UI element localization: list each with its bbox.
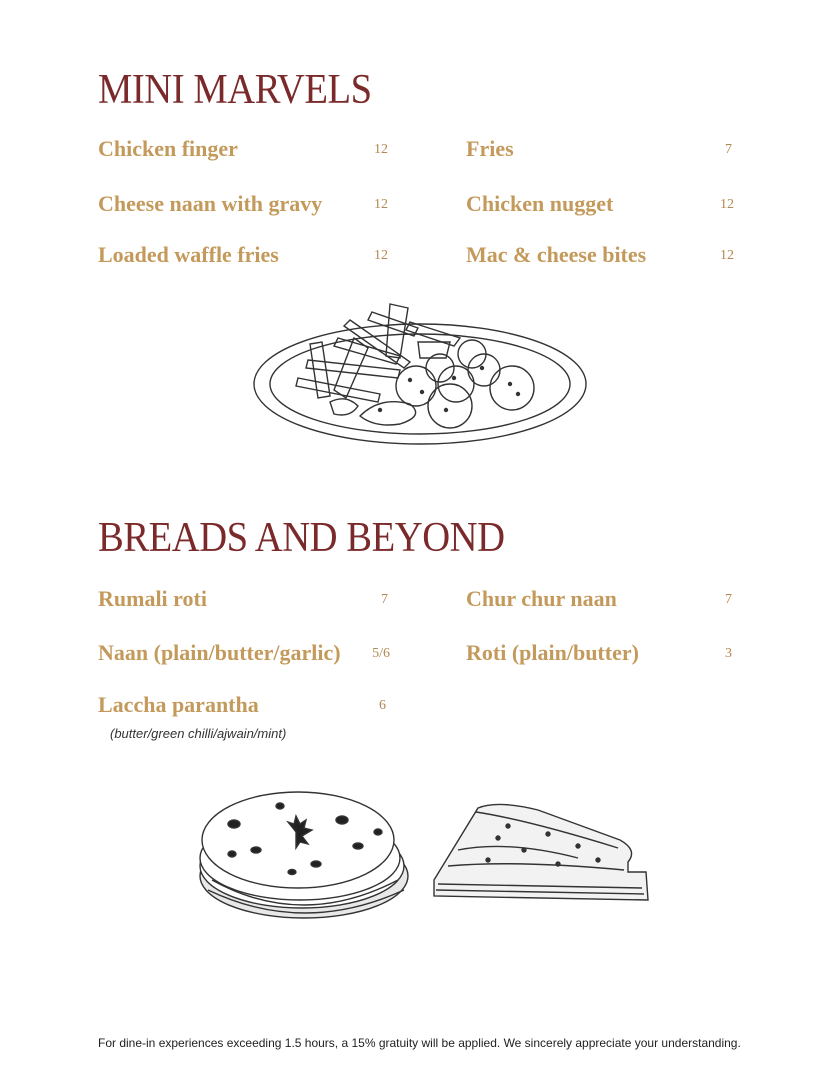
item-name: Rumali roti — [98, 586, 207, 611]
item-name: Fries — [466, 136, 514, 161]
item-name: Naan (plain/butter/garlic) — [98, 640, 341, 665]
menu-item-chicken-finger — [98, 136, 388, 166]
item-name: Chicken finger — [98, 136, 238, 161]
item-price: 12 — [374, 248, 388, 263]
menu-item-cheese-naan-with-gravy — [98, 191, 388, 221]
item-price: 6 — [379, 698, 386, 713]
item-price: 12 — [720, 248, 734, 263]
menu-item-chur-chur-naan — [466, 586, 732, 616]
menu-item-laccha-parantha — [98, 692, 386, 722]
menu-item-naan — [98, 640, 390, 670]
item-note-laccha-parantha: (butter/green chilli/ajwain/mint) — [110, 726, 287, 741]
item-name: Chur chur naan — [466, 586, 617, 611]
item-name: Roti (plain/butter) — [466, 640, 639, 665]
menu-item-fries — [466, 136, 732, 166]
item-price: 7 — [381, 592, 388, 607]
folded-paratha-illustration — [428, 800, 652, 906]
item-name: Chicken nugget — [466, 191, 614, 216]
menu-item-rumali-roti — [98, 586, 388, 616]
item-price: 7 — [725, 592, 732, 607]
menu-item-mac-cheese-bites — [466, 242, 734, 272]
item-name: Laccha parantha — [98, 692, 259, 717]
section-title-mini-marvels: MINI MARVELS — [98, 67, 372, 113]
item-price: 12 — [720, 197, 734, 212]
naan-stack-illustration — [192, 780, 414, 930]
item-price: 12 — [374, 197, 388, 212]
item-price: 5/6 — [372, 646, 390, 661]
menu-item-loaded-waffle-fries — [98, 242, 388, 272]
item-price: 3 — [725, 646, 732, 661]
section-title-breads-and-beyond: BREADS AND BEYOND — [98, 515, 505, 561]
item-name: Loaded waffle fries — [98, 242, 279, 267]
menu-item-chicken-nugget — [466, 191, 734, 221]
plate-fries-nuggets-illustration — [250, 298, 590, 453]
item-price: 12 — [374, 142, 388, 157]
menu-item-roti — [466, 640, 732, 670]
item-name: Cheese naan with gravy — [98, 191, 323, 216]
gratuity-notice: For dine-in experiences exceeding 1.5 hours, a 15% gratuity will be applied. We sincerely appreciate your understanding. — [98, 1036, 741, 1050]
item-price: 7 — [725, 142, 732, 157]
item-name: Mac & cheese bites — [466, 242, 647, 267]
